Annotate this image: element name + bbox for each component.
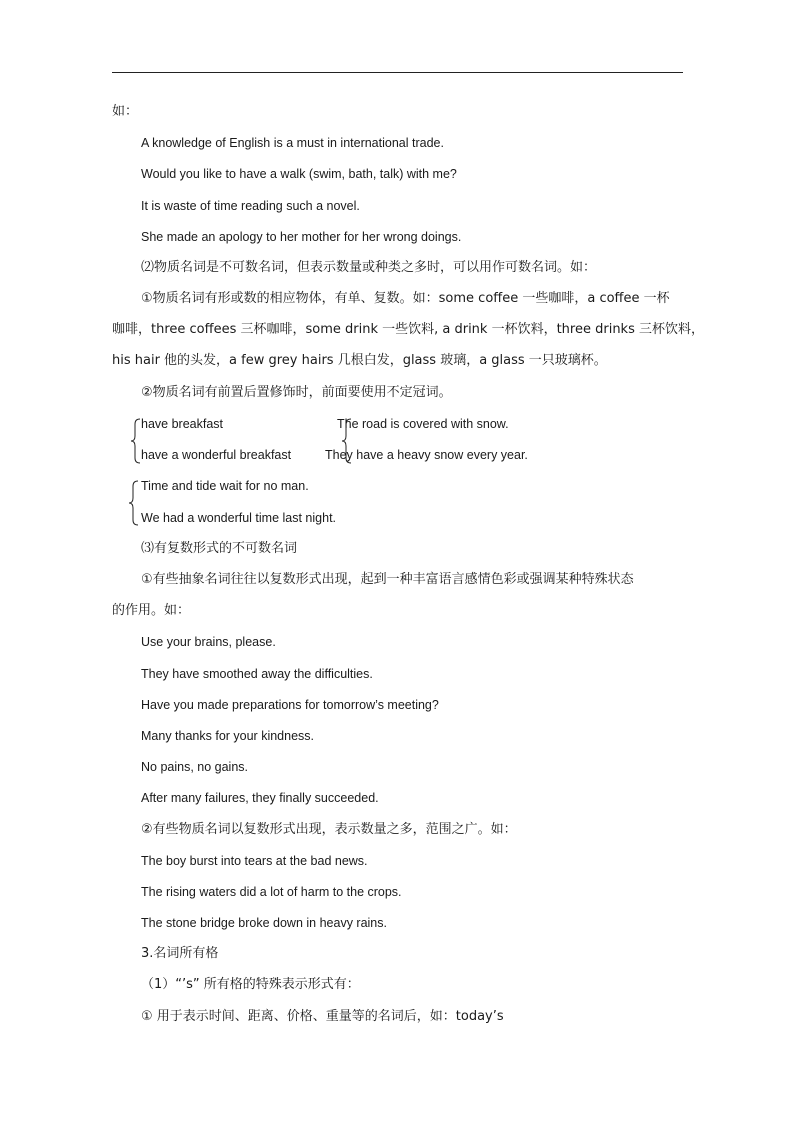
text-line: 咖啡，three coffees 三杯咖啡，some drink 一些饮料, a drink 一杯饮料，three drinks 三杯饮料， xyxy=(112,322,704,337)
example-phrase: have a wonderful breakfast xyxy=(141,448,292,462)
example-sentence: Have you made preparations for tomorrow’s meeting? xyxy=(141,698,439,712)
example-sentence: The rising waters did a lot of harm to the crops. xyxy=(141,885,402,899)
example-sentence: After many failures, they finally succeeded. xyxy=(141,791,379,805)
example-sentence: Would you like to have a walk (swim, bath, talk) with me? xyxy=(141,167,457,181)
example-sentence: It is waste of time reading such a novel. xyxy=(141,199,360,213)
section-heading: 3.名词所有格 xyxy=(141,946,219,961)
text-line: his hair 他的头发，a few grey hairs 几根白发，glass 玻璃，a glass 一只玻璃杯。 xyxy=(112,353,607,368)
example-sentence: They have smoothed away the difficulties. xyxy=(141,667,373,681)
example-sentence: She made an apology to her mother for her wrong doings. xyxy=(141,230,462,244)
text-line: 的作用。如： xyxy=(112,603,191,618)
example-sentence: They have a heavy snow every year. xyxy=(325,448,528,462)
example-phrase: have breakfast xyxy=(141,417,223,431)
example-sentence: The road is covered with snow. xyxy=(337,417,509,431)
text-line: ①有些抽象名词往往以复数形式出现，起到一种丰富语言感情色彩或强调某种特殊状态 xyxy=(141,572,634,587)
text-line: ①物质名词有形或数的相应物体，有单、复数。如：some coffee 一些咖啡，a coffee 一杯 xyxy=(141,291,670,306)
example-sentence: Time and tide wait for no man. xyxy=(141,479,309,493)
section-heading: ⑶有复数形式的不可数名词 xyxy=(141,541,298,556)
text-line: 如： xyxy=(112,104,139,119)
example-sentence: Use your brains, please. xyxy=(141,635,276,649)
text-line: ②有些物质名词以复数形式出现，表示数量之多，范围之广。如： xyxy=(141,822,517,837)
section-heading: ⑵物质名词是不可数名词，但表示数量或种类之多时，可以用作可数名词。如： xyxy=(141,260,597,275)
example-sentence: No pains, no gains. xyxy=(141,760,249,774)
left-brace-icon xyxy=(128,480,140,526)
example-sentence: The stone bridge broke down in heavy rains. xyxy=(141,916,387,930)
text-line: ②物质名词有前置后置修饰时，前面要使用不定冠词。 xyxy=(141,385,452,400)
subsection-heading: （1）“’s” 所有格的特殊表示形式有： xyxy=(141,977,360,992)
example-sentence: The boy burst into tears at the bad news. xyxy=(141,854,368,868)
example-sentence: We had a wonderful time last night. xyxy=(141,511,337,525)
example-sentence: A knowledge of English is a must in international trade. xyxy=(141,136,444,150)
header-rule xyxy=(112,72,683,73)
example-sentence: Many thanks for your kindness. xyxy=(141,729,314,743)
text-line: ① 用于表示时间、距离、价格、重量等的名词后，如：today’s xyxy=(141,1009,504,1024)
